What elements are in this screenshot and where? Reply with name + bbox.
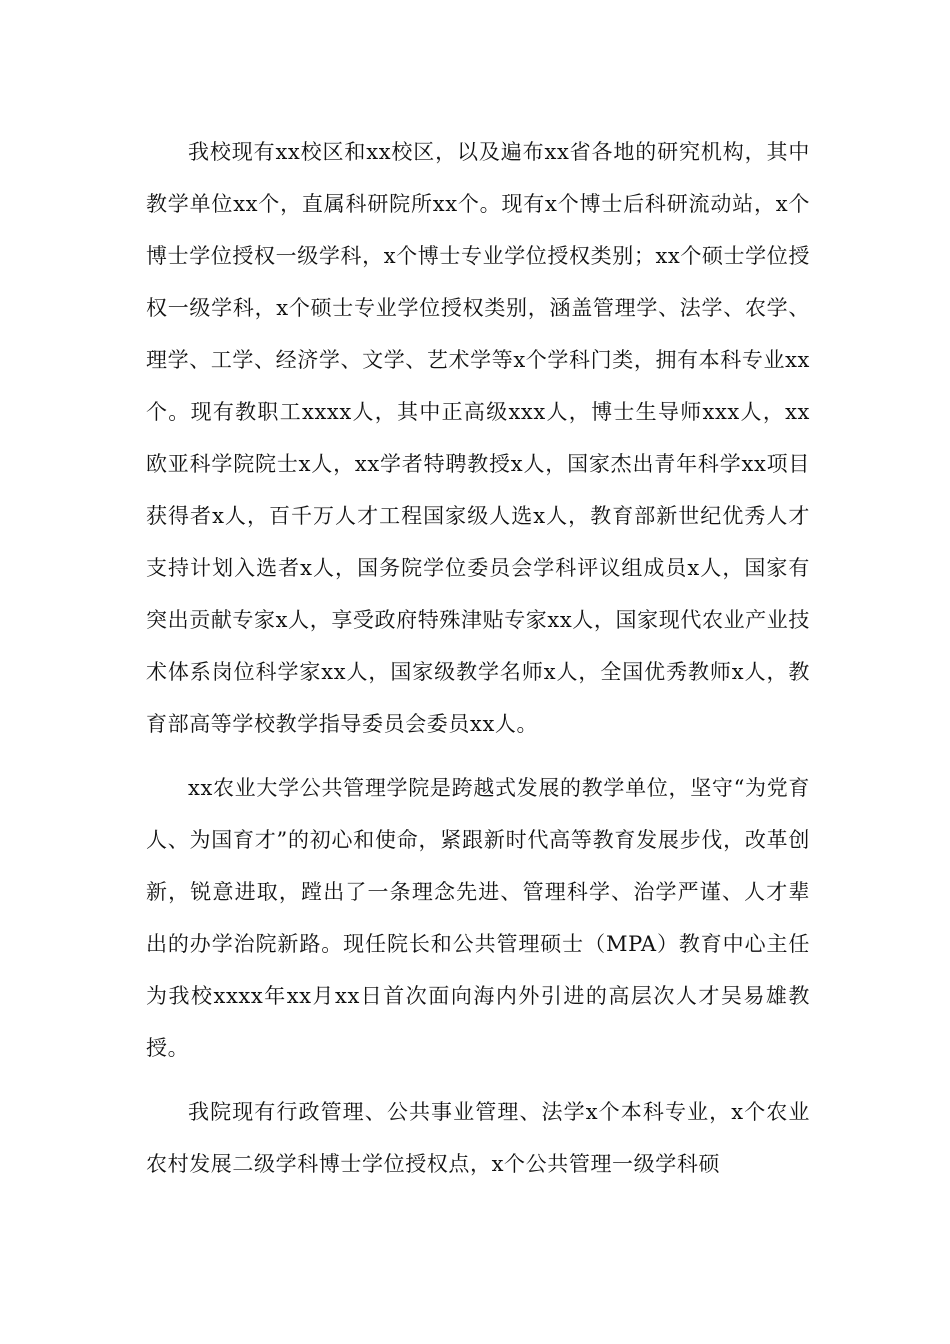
paragraph-college-introduction: xx农业大学公共管理学院是跨越式发展的教学单位，坚守“为党育人、为国育才”的初心和使命，紧跟新时代高等教育发展步伐，改革创新，锐意进取，蹚出了一条理念先进、管理科学、治学严谨、人才辈出的办学治院新路。现任院长和公共管理硕士（MPA）教育中心主任为我校xxxx年xx月xx日首次面向海内外引进的高层次人才吴易雄教授。 [146, 776, 810, 1060]
paragraph-programs: 我院现有行政管理、公共事业管理、法学x个本科专业，x个农业农村发展二级学科博士学位授权点，x个公共管理一级学科硕 [146, 1100, 810, 1176]
paragraph-campus-overview: 我校现有xx校区和xx校区，以及遍布xx省各地的研究机构，其中教学单位xx个，直属科研院所xx个。现有x个博士后科研流动站，x个博士学位授权一级学科，x个博士专业学位授权类别；xx个硕士学位授权一级学科，x个硕士专业学位授权类别，涵盖管理学、法学、农学、理学、工学、经济学、文学、艺术学等x个学科门类，拥有本科专业xx个。现有教职工xxxx人，其中正高级xxx人，博士生导师xxx人，xx欧亚科学院院士x人，xx学者特聘教授x人，国家杰出青年科学xx项目获得者x人，百千万人才工程国家级人选x人，教育部新世纪优秀人才支持计划入选者x人，国务院学位委员会学科评议组成员x人，国家有突出贡献专家x人，享受政府特殊津贴专家xx人，国家现代农业产业技术体系岗位科学家xx人，国家级教学名师x人，全国优秀教师x人，教育部高等学校教学指导委员会委员xx人。 [146, 140, 810, 736]
document-body [146, 126, 810, 1190]
